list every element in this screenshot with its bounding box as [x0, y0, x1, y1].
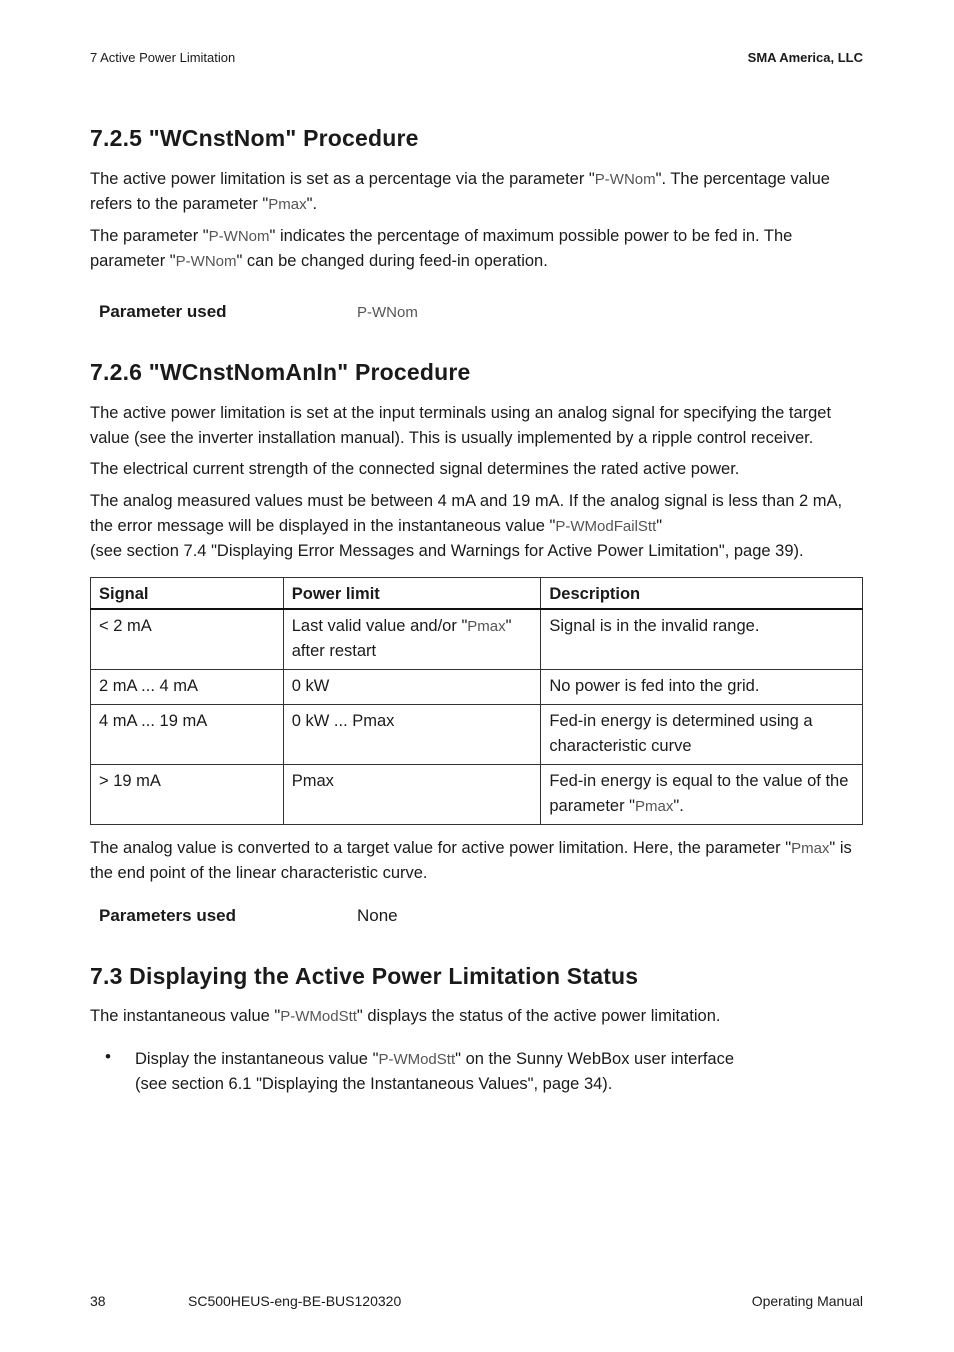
section-7-3-paragraph-1: The instantaneous value "P-WModStt" displays the status of the active power limitation.	[90, 1007, 721, 1025]
parameter-name: P-WNom	[208, 228, 270, 245]
table-row	[91, 705, 863, 765]
parameters-used-value: None	[357, 906, 398, 925]
bullet-item: Display the instantaneous value "P-WModStt" on the Sunny WebBox user interface (see section 6.1 "Displaying the Instantaneous Values", page 34).	[135, 1050, 735, 1093]
cell-signal: > 19 mA	[91, 765, 284, 825]
cell-description: Fed-in energy is determined using a characteristic curve	[541, 705, 863, 765]
parameter-name: P-WModStt	[378, 1051, 456, 1068]
section-reference: (see section 7.4 "Displaying Error Messages and Warnings for Active Power Limitation", page 39).	[90, 542, 804, 560]
section-7-2-6-paragraph-1: The active power limitation is set at the input terminals using an analog signal for specifying the target value (see the inverter installation manual). This is usually implemented by a ripple control receiver.	[90, 404, 832, 447]
column-header-power-limit: Power limit	[283, 578, 541, 610]
section-7-2-6-paragraph-4: The analog value is converted to a target value for active power limitation. Here, the parameter "Pmax" is the end point of the linear characteristic curve.	[90, 839, 852, 882]
parameter-name: Pmax	[791, 840, 830, 857]
parameter-name: Pmax	[268, 196, 307, 213]
bullet-symbol: •	[105, 1047, 111, 1066]
footer-document-type: Operating Manual	[751, 1293, 863, 1309]
parameter-name: P-WModFailStt	[555, 518, 657, 535]
parameters-used-label: Parameters used	[99, 906, 237, 925]
column-header-description: Description	[541, 578, 863, 610]
footer-document-id: SC500HEUS-eng-BE-BUS120320	[188, 1293, 402, 1309]
cell-signal: < 2 mA	[91, 609, 284, 670]
header-company: SMA America, LLC	[747, 50, 863, 65]
signal-table	[90, 577, 863, 825]
cell-power-limit: 0 kW	[283, 670, 541, 705]
cell-description: Signal is in the invalid range.	[541, 609, 863, 670]
header-chapter: 7 Active Power Limitation	[90, 50, 236, 65]
footer-page-number: 38	[90, 1293, 106, 1309]
cell-description: Fed-in energy is equal to the value of the parameter "Pmax".	[541, 765, 863, 825]
section-7-2-5-paragraph-2: The parameter "P-WNom" indicates the percentage of maximum possible power to be fed in. The parameter "P-WNom" can be changed during feed-in operation.	[90, 227, 793, 270]
parameter-used-row	[99, 302, 418, 322]
column-header-signal: Signal	[91, 578, 284, 610]
parameter-name: P-WNom	[175, 253, 237, 270]
cell-signal: 2 mA ... 4 mA	[91, 670, 284, 705]
parameter-name: P-WNom	[594, 171, 656, 188]
table-row	[91, 609, 863, 670]
parameter-used-value: P-WNom	[357, 304, 418, 321]
table-row	[91, 670, 863, 705]
section-7-2-6-title: 7.2.6 "WCnstNomAnIn" Procedure	[90, 359, 471, 385]
section-7-2-6-paragraph-3: The analog measured values must be between 4 mA and 19 mA. If the analog signal is less than 2 mA, the error message will be displayed in the instantaneous value "P-WModFailStt" (see section 7.4 "Displaying Error Messages and Warnings for Active Power Limitation", page 39).	[90, 492, 843, 560]
cell-power-limit: Last valid value and/or "Pmax" after restart	[283, 609, 541, 670]
cell-power-limit: Pmax	[283, 765, 541, 825]
table-header-row	[91, 578, 863, 610]
section-7-2-5-title: 7.2.5 "WCnstNom" Procedure	[90, 125, 419, 151]
section-7-2-5-paragraph-1: The active power limitation is set as a percentage via the parameter "P-WNom". The percentage value refers to the parameter "Pmax".	[90, 170, 830, 213]
section-7-3-title: 7.3 Displaying the Active Power Limitation Status	[90, 963, 639, 989]
cell-power-limit: 0 kW ... Pmax	[283, 705, 541, 765]
cell-description: No power is fed into the grid.	[541, 670, 863, 705]
parameter-name: P-WModStt	[280, 1008, 357, 1025]
section-7-2-6-paragraph-2: The electrical current strength of the connected signal determines the rated active power.	[90, 460, 740, 478]
parameters-used-row	[99, 906, 398, 926]
table-row	[91, 765, 863, 825]
cell-signal: 4 mA ... 19 mA	[91, 705, 284, 765]
parameter-used-label: Parameter used	[99, 302, 227, 321]
section-reference: (see section 6.1 "Displaying the Instantaneous Values", page 34).	[135, 1075, 613, 1093]
